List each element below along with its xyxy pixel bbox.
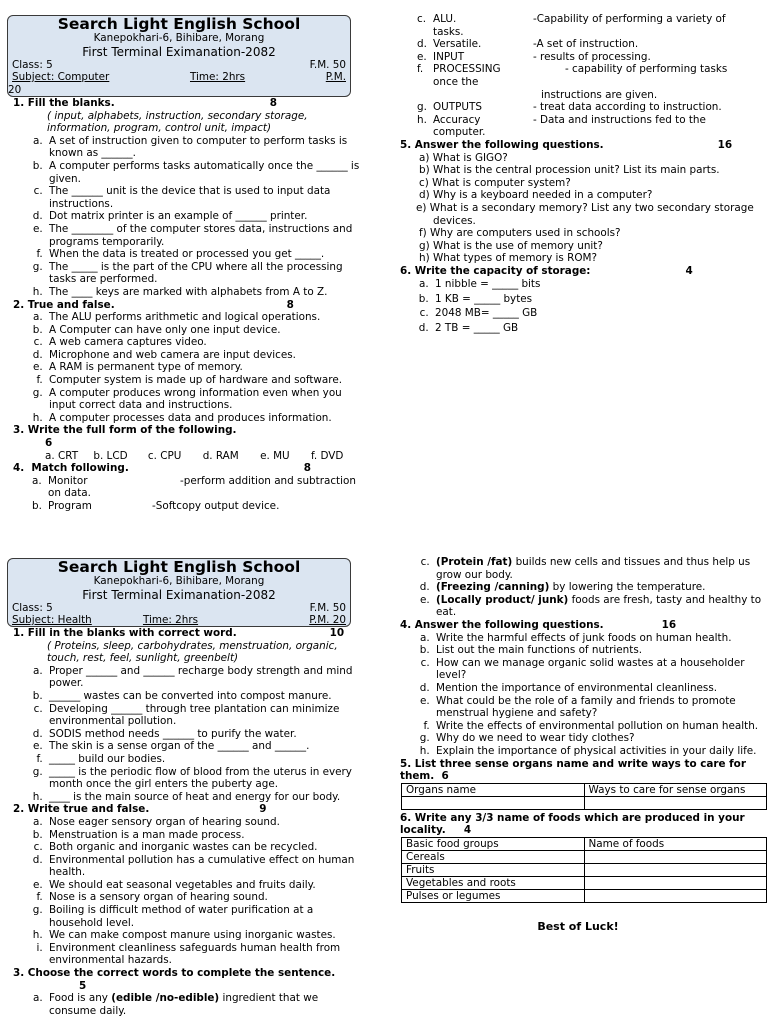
list-item: h. Explain the importance of physical activities in your daily life. — [433, 745, 766, 758]
list-item: d. Mention the importance of environmental cleanliness. — [433, 682, 766, 695]
list-item: g. Why do we need to wear tidy clothes? — [433, 732, 766, 745]
word-bank: ( input, alphabets, instruction, secondary storage, information, program, control unit, impact) — [47, 109, 308, 135]
table-row — [402, 837, 767, 850]
pass-marks: P.M. — [325, 71, 346, 84]
match-continuation: computer. — [433, 126, 486, 139]
full-marks: F.M. 50 — [309, 601, 346, 614]
time-label: Time: 2hrs — [189, 71, 246, 84]
list-item: f. _____ build our bodies. — [46, 753, 363, 766]
list-item: h. ____ is the main source of heat and energy for our body. — [46, 791, 363, 804]
list-item: e. The ________ of the computer stores data, instructions and programs temporarily. — [46, 223, 363, 248]
list-item: c) What is computer system? — [419, 176, 571, 189]
table-row — [402, 876, 767, 889]
table-cell: Pulses or legumes — [402, 889, 585, 902]
match-left: Program — [48, 500, 92, 512]
table-row — [402, 889, 767, 902]
question-6-list — [400, 277, 755, 335]
question-1-list — [13, 665, 363, 804]
subject-label: Subject: Health — [12, 614, 92, 627]
list-item: f. When the data is treated or processed you get _____. — [46, 248, 363, 261]
match-right: -perform addition and subtraction — [180, 474, 356, 487]
list-item: e. MU — [260, 449, 290, 462]
list-item: c. How can we manage organic solid wastes at a householder level? — [433, 657, 766, 682]
match-row: c. ALU. -Capability of performing a variety of — [417, 13, 726, 25]
question-3-heading: 3. Write the full form of the following. — [13, 424, 237, 437]
question-5-heading: 5. Answer the following questions. 16 — [400, 138, 733, 151]
list-item: a. Nose eager sensory organ of hearing sound. — [46, 816, 363, 829]
list-item: f. DVD — [310, 449, 344, 462]
list-item: b. 1 KB = _____ bytes — [432, 292, 755, 307]
list-item: a. Write the harmful effects of junk foods on human health. — [433, 632, 766, 645]
computer-left-column — [13, 97, 363, 513]
list-item: b. A Computer can have only one input device. — [46, 324, 363, 337]
question-3-heading: 3. Choose the correct words to complete the sentence. — [13, 967, 336, 980]
closing-message: Best of Luck! — [537, 919, 619, 933]
list-item: c. A web camera captures video. — [46, 336, 363, 349]
list-item: a. Food is any (edible /no-edible) ingredient that we consume daily. — [46, 992, 363, 1017]
list-item: f. Write the effects of environmental pollution on human health. — [433, 720, 766, 733]
school-address: Kanepokhari-6, Bihibare, Morang — [93, 32, 265, 44]
list-item: e. We should eat seasonal vegetables and fruits daily. — [46, 879, 363, 892]
table-row — [402, 796, 767, 809]
match-continuation: once the — [433, 75, 479, 88]
health-header — [7, 558, 351, 627]
question-3-marks: 6 — [45, 437, 53, 450]
computer-header — [7, 15, 351, 97]
word-bank: ( Proteins, sleep, carbohydrates, menstruation, organic, touch, rest, feel, sunlight, greenbelt) — [47, 639, 338, 665]
list-item: a) What is GIGO? — [419, 151, 508, 164]
question-5-list — [400, 152, 755, 265]
pass-marks-value: 20 — [8, 83, 22, 96]
list-item: d. RAM — [202, 449, 239, 462]
list-item: b) What is the central procession unit? List its main parts. — [419, 164, 720, 177]
table-cell: Cereals — [402, 850, 585, 863]
health-right-column — [400, 556, 766, 933]
table-row — [402, 850, 767, 863]
match-row: f. PROCESSING - capability of performing tasks — [417, 63, 728, 76]
match-right: -Softcopy output device. — [152, 500, 280, 512]
list-item: e. A RAM is permanent type of memory. — [46, 361, 363, 374]
list-item: b. LCD — [93, 449, 128, 462]
subject-label: Subject: Computer — [12, 71, 110, 84]
list-item: e. (Locally product/ junk) foods are fresh, tasty and healthy to eat. — [433, 594, 766, 619]
match-row: d. Versatile. -A set of instruction. — [417, 38, 639, 51]
question-6-heading: 6. Write any 3/3 name of foods which are produced in your locality. 4 — [400, 811, 745, 837]
match-row: b. Program -Softcopy output device. — [13, 500, 363, 513]
list-item: d. Microphone and web camera are input devices. — [46, 349, 363, 362]
list-item: a. The ALU performs arithmetic and logical operations. — [46, 311, 363, 324]
table-row — [402, 863, 767, 876]
match-left: Monitor — [48, 474, 88, 487]
match-row: h. Accuracy - Data and instructions fed to the — [417, 113, 706, 126]
list-item: g. Boiling is difficult method of water purification at a household level. — [46, 904, 363, 929]
list-item: f. Nose is a sensory organ of hearing sound. — [46, 891, 363, 904]
match-continuation: instructions are given. — [541, 88, 658, 101]
question-1-heading: 1. Fill the blanks. 8 — [13, 97, 277, 109]
list-item: h. The ____ keys are marked with alphabets from A to Z. — [46, 286, 363, 299]
full-marks: F.M. 50 — [309, 58, 346, 71]
list-item: a. 1 nibble = _____ bits — [432, 277, 755, 292]
table-cell: Vegetables and roots — [402, 876, 585, 889]
local-foods-table — [401, 837, 767, 903]
table-cell — [584, 889, 767, 902]
list-item: b. List out the main functions of nutrients. — [433, 644, 766, 657]
question-2-list — [13, 311, 363, 424]
list-item: b. A computer performs tasks automatically once the ______ is given. — [46, 160, 363, 185]
list-item: d) Why is a keyboard needed in a computer? — [419, 189, 653, 202]
list-item: c. Both organic and inorganic wastes can be recycled. — [46, 841, 363, 854]
list-item: c. CPU — [147, 449, 182, 462]
match-row: a. Monitor -perform addition and subtraction — [13, 475, 363, 488]
list-item: d. Environmental pollution has a cumulative effect on human health. — [46, 854, 363, 879]
list-item: h. We can make compost manure using inorganic wastes. — [46, 929, 363, 942]
list-item: d. Dot matrix printer is an example of ______ printer. — [46, 210, 363, 223]
exam-title: First Terminal Eximanation-2082 — [82, 44, 276, 59]
match-continuation: tasks. — [433, 25, 464, 38]
class-label: Class: 5 — [12, 58, 53, 71]
list-item: h) What types of memory is ROM? — [419, 252, 598, 265]
list-item: d. 2 TB = _____ GB — [432, 321, 755, 336]
list-item: g. _____ is the periodic flow of blood from the uterus in every month once the girl enters the puberty age. — [46, 766, 363, 791]
sense-organs-table — [401, 783, 767, 810]
list-item: g. The _____ is the part of the CPU where all the processing tasks are performed. — [46, 261, 363, 286]
list-item: e. What could be the role of a family and friends to promote menstrual hygiene and safety? — [433, 695, 766, 720]
list-item: g. A computer produces wrong information even when you input correct data and instructions. — [46, 387, 363, 412]
table-cell — [402, 796, 585, 809]
table-header-cell: Ways to care for sense organs — [584, 783, 767, 796]
list-item: c. Developing ______ through tree plantation can minimize environmental pollution. — [46, 703, 363, 728]
question-3-marks: 5 — [79, 979, 87, 992]
table-cell — [584, 796, 767, 809]
school-name: Search Light English School — [57, 558, 301, 576]
list-item: c. 2048 MB= _____ GB — [432, 306, 755, 321]
exam-title: First Terminal Eximanation-2082 — [82, 587, 276, 602]
list-item: f) Why are computers used in schools? — [419, 227, 621, 240]
table-header-cell: Name of foods — [584, 837, 767, 850]
list-item: a. Proper ______ and ______ recharge body strength and mind power. — [46, 665, 363, 690]
question-2-heading: 2. True and false. 8 — [13, 298, 294, 311]
list-item: g) What is the use of memory unit? — [419, 239, 603, 252]
pass-marks: P.M. 20 — [309, 614, 346, 627]
question-2-heading: 2. Write true and false. 9 — [13, 803, 267, 816]
list-item: b. Menstruation is a man made process. — [46, 829, 363, 842]
subject-row — [12, 71, 346, 84]
table-row — [402, 783, 767, 796]
health-left-column — [13, 627, 363, 1017]
list-item: a. CRT — [45, 449, 79, 462]
table-cell — [584, 850, 767, 863]
question-3-list — [13, 992, 363, 1017]
list-item: f. Computer system is made up of hardware and software. — [46, 374, 363, 387]
class-label: Class: 5 — [12, 601, 53, 614]
list-item: c. The ______ unit is the device that is used to input data instructions. — [46, 185, 363, 210]
list-item: a. A set of instruction given to computer to perform tasks is known as ______. — [46, 135, 363, 160]
question-2-list — [13, 816, 363, 967]
class-row — [12, 602, 346, 615]
table-header-cell: Basic food groups — [402, 837, 585, 850]
table-cell — [584, 863, 767, 876]
match-row: g. OUTPUTS - treat data according to instruction. — [417, 101, 722, 114]
time-label: Time: 2hrs — [142, 614, 199, 627]
match-row: e. INPUT - results of processing. — [417, 50, 651, 63]
question-1-heading: 1. Fill in the blanks with correct word. 10 — [13, 627, 345, 639]
question-4-heading: 4. Answer the following questions. 16 — [400, 618, 677, 631]
question-5-heading: 5. List three sense organs name and write ways to care for them. 6 — [400, 757, 746, 783]
table-cell — [584, 876, 767, 889]
school-address: Kanepokhari-6, Bihibare, Morang — [93, 575, 265, 587]
question-6-heading: 6. Write the capacity of storage: 4 — [400, 264, 693, 277]
subject-row — [12, 614, 346, 627]
list-item: i. Environment cleanliness safeguards human health from environmental hazards. — [46, 942, 363, 967]
class-row — [12, 59, 346, 72]
full-form-list — [13, 450, 363, 463]
list-item: d. SODIS method needs ______ to purify the water. — [46, 728, 363, 741]
school-name: Search Light English School — [57, 15, 301, 33]
list-item: b. ______ wastes can be converted into compost manure. — [46, 690, 363, 703]
list-item: e. The skin is a sense organ of the ______ and ______. — [46, 740, 363, 753]
question-3-list-continued — [400, 556, 766, 619]
table-header-cell: Organs name — [402, 783, 585, 796]
question-1-list — [13, 135, 363, 299]
table-cell: Fruits — [402, 863, 585, 876]
computer-right-column — [400, 13, 755, 335]
list-item: d. (Freezing /canning) by lowering the temperature. — [433, 581, 766, 594]
match-continuation: on data. — [48, 487, 91, 500]
list-item: c. (Protein /fat) builds new cells and tissues and thus help us grow our body. — [433, 556, 766, 581]
list-item: e) What is a secondary memory? List any two secondary storage devices. — [416, 201, 754, 227]
question-4-heading: 4. Match following. 8 — [13, 462, 312, 475]
list-item: h. A computer processes data and produces information. — [46, 412, 363, 425]
question-4-list — [400, 632, 766, 758]
